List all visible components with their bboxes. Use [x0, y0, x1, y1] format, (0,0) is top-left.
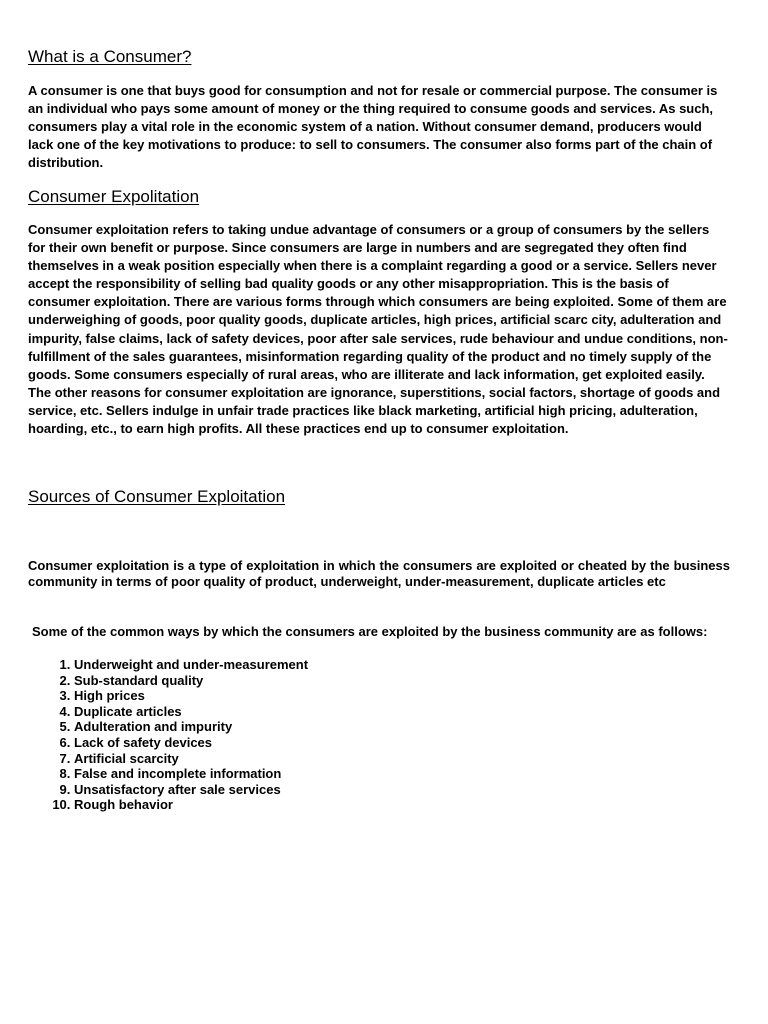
list-item: 5. Adulteration and impurity: [74, 719, 308, 735]
heading-what-is-consumer: What is a Consumer?: [28, 47, 192, 66]
heading-sources-of-exploitation: Sources of Consumer Exploitation: [28, 487, 286, 506]
list-item: 7. Artificial scarcity: [74, 751, 308, 767]
paragraph-consumer-exploitation: Consumer exploitation refers to taking undue advantage of consumers or a group of consumers by the sellers for their own benefit or purpose. Since consumers are large in numbers and are segregated they often find themselves in a weak position especially when there is a complaint regarding a good or a service. Sellers never accept the responsibility of selling bad quality goods or any other misappropriation. This is the basis of consumer exploitation. There are various forms through which consumers are being exploited. Some of them are underweighing of goods, poor quality goods, duplicate articles, high prices, artificial scarc city, adulteration and impurity, false claims, lack of safety devices, poor after sale services, rude behaviour and undue conditions, non-fulfillment of the sales guarantees, misinformation regarding quality of the product and no timely supply of the goods. Some consumers especially of rural areas, who are illiterate and lack information, get exploited easily. The other reasons for consumer exploitation are ignorance, superstitions, social factors, shortage of goods and service, etc. Sellers indulge in unfair trade practices like black marketing, artificial high pricing, adulteration, hoarding, etc., to earn high profits. All these practices end up to consumer exploitation.: [28, 222, 728, 437]
list-item: 10. Rough behavior: [74, 797, 308, 813]
list-item: 9. Unsatisfactory after sale services: [74, 782, 308, 798]
paragraph-list-intro: Some of the common ways by which the consumers are exploited by the business community are as follows:: [32, 624, 708, 639]
paragraph-sources-definition: Consumer exploitation is a type of exploitation in which the consumers are exploited or cheated by the business community in terms of poor quality of product, underweight, under-measurement, duplicate articles etc: [28, 558, 730, 589]
exploitation-ways-list: [28, 657, 308, 813]
list-item: 4. Duplicate articles: [74, 704, 308, 720]
list-item: 1. Underweight and under-measurement: [74, 657, 308, 673]
heading-consumer-exploitation: Consumer Expolitation: [28, 187, 200, 206]
list-item: 2. Sub-standard quality: [74, 673, 308, 689]
paragraph-consumer-definition: A consumer is one that buys good for consumption and not for resale or commercial purpose. The consumer is an individual who pays some amount of money or the thing required to consume goods and services. As such, consumers play a vital role in the economic system of a nation. Without consumer demand, producers would lack one of the key motivations to produce: to sell to consumers. The consumer also forms part of the chain of distribution.: [28, 83, 718, 171]
list-item: 8. False and incomplete information: [74, 766, 308, 782]
list-item: 3. High prices: [74, 688, 308, 704]
list-item: 6. Lack of safety devices: [74, 735, 308, 751]
